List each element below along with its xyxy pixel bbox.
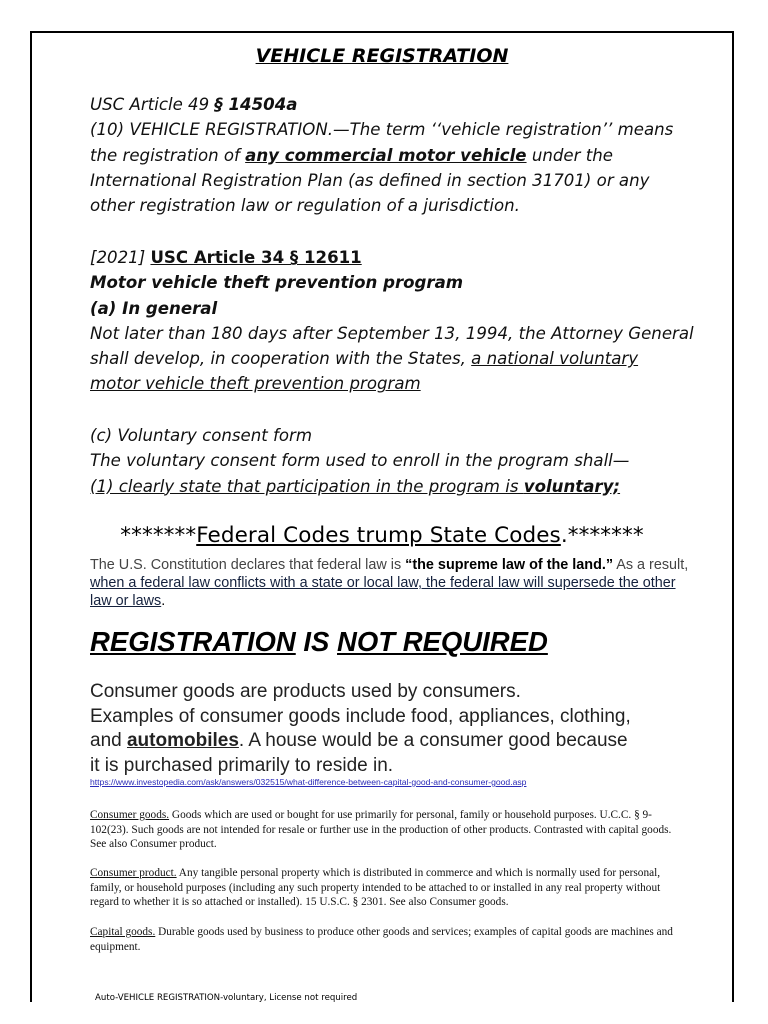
usc-49-section [90,92,730,218]
commercial-vehicle-phrase: any commercial motor vehicle [245,145,527,165]
consumer-line: Examples of consumer goods include food, appliances, clothing, [90,705,631,727]
consent-line: (1) clearly state that participation in the program is voluntary; [90,476,621,496]
definition-consumer-goods: Consumer goods. Goods which are used or bought for use primarily for personal, family or household purposes. U.C.C. § 9-102(23). Such goods are not intended for resale or further use in the production of other products. Contrasted with capital goods. See also Consumer product. [90,809,672,851]
program-line: shall develop, in cooperation with the States, a national voluntary [90,349,639,369]
definition-consumer-product: Consumer product. Any tangible personal property which is distributed in commerce and which is normally used for personal, family, or household purposes (including any such property intended to be attached to or installed in any real property without regard to whether it is so attached or installed). 15 U.S.C. § 2301. See also Consumer goods. [90,867,661,909]
usc-34-citation: [2021] USC Article 34 § 12611 [90,248,362,267]
federal-codes-banner: *******Federal Codes trump State Codes.******* [120,523,644,548]
definition-capital-goods: Capital goods. Durable goods used by business to produce other goods and services; examples of capital goods are machines and equipment. [90,926,673,953]
investopedia-link[interactable]: https://www.investopedia.com/ask/answers/032515/what-difference-between-capital-good-and-consumer-good.asp [90,777,527,787]
consent-line: The voluntary consent form used to enroll in the program shall— [90,451,630,471]
usc-49-line: International Registration Plan (as defined in section 31701) or any [90,170,650,190]
program-line: Not later than 180 days after September 13, 1994, the Attorney General [90,323,694,343]
page-footer: Auto-VEHICLE REGISTRATION-voluntary, License not required [95,993,358,1003]
usc-49-line: the registration of any commercial motor vehicle under the [90,145,613,165]
usc-49-line: other registration law or regulation of a jurisdiction. [90,196,520,216]
usc-34-section [90,245,730,397]
usc-49-citation: USC Article 49 § 14504a [90,95,298,114]
consumer-line: Consumer goods are products used by consumers. [90,681,521,702]
supremacy-link[interactable]: when a federal law conflicts with a state or local law, the federal law will supersede the other law or laws [90,575,676,609]
document-page [30,31,734,1002]
constitution-paragraph: The U.S. Constitution declares that federal law is “the supreme law of the land.” As a result, when a federal law conflicts with a state or local law, the federal law will supersede the other law or laws. [90,557,689,609]
consent-section [90,423,730,499]
consumer-line: it is purchased primarily to reside in. [90,754,394,776]
consent-heading: (c) Voluntary consent form [90,426,313,445]
usc-49-line: (10) VEHICLE REGISTRATION.—The term ‘‘vehicle registration’’ means [90,120,674,140]
registration-not-required-heading: REGISTRATION IS NOT REQUIRED [90,626,548,657]
program-heading: Motor vehicle theft prevention program [90,273,464,293]
document-title: VEHICLE REGISTRATION [255,45,509,67]
program-subheading: (a) In general [90,298,218,318]
program-line: motor vehicle theft prevention program [90,374,421,394]
consumer-goods-paragraph [90,680,690,778]
consumer-line: and automobiles. A house would be a consumer good because [90,730,628,751]
